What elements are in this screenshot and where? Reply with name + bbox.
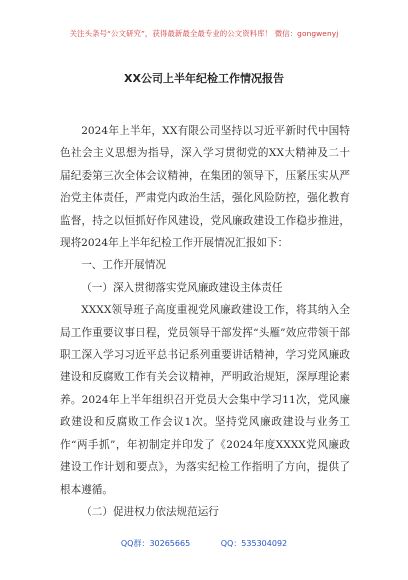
document-body [60,120,350,523]
promo-banner: 关注头条号“公文研究”，获得最新最全最专业的公文资料库！ 微信：gongwenyj [69,29,339,38]
document-title: XX公司上半年纪检工作情况报告 [124,72,284,85]
intro-paragraph: 2024年上半年，XX有限公司坚持以习近平新时代中国特色社会主义思想为指导，深入学习贯彻党的XX大精神及二十届纪委第三次全体会议精神，在集团的领导下，压紧压实从严治党主体责任，严肃党内政治生活，强化风险防控，强化教育监督，持之以恒抓好作风建设，党风廉政建设工作稳步推进，现将2024年上半年纪检工作开展情况汇报如下： [60,125,350,250]
subsection-heading-2: （二）促进权力依法规范运行 [81,505,219,518]
subsection-1-paragraph: XXXX领导班子高度重视党风廉政建设工作，将其纳入全局工作重要议事日程，党员领导干部发挥“头雁”效应带领干部职工深入学习习近平总书记系列重要讲话精神，学习党风廉政建设和反腐败工作有关会议精神，严明政治规矩，深厚理论素养。2024年上半年组织召开党员大会集中学习11次，党风廉政建设和反腐败工作会议1次。坚持党风廉政建设与业务工作“两手抓”，年初制定并印发了《2024年度XXXX党风廉政建设工作计划和要点》，为落实纪检工作指明了方向，提供了根本遵循。 [60,304,350,496]
section-heading-1: 一、工作开展情况 [81,259,166,272]
subsection-heading-1: （一）深入贯彻落实党风廉政建设主体责任 [81,281,283,294]
qq-number: QQ：535304092 [220,539,288,548]
contact-footer [0,538,408,549]
qq-group-number: QQ群：30265665 [120,539,191,548]
